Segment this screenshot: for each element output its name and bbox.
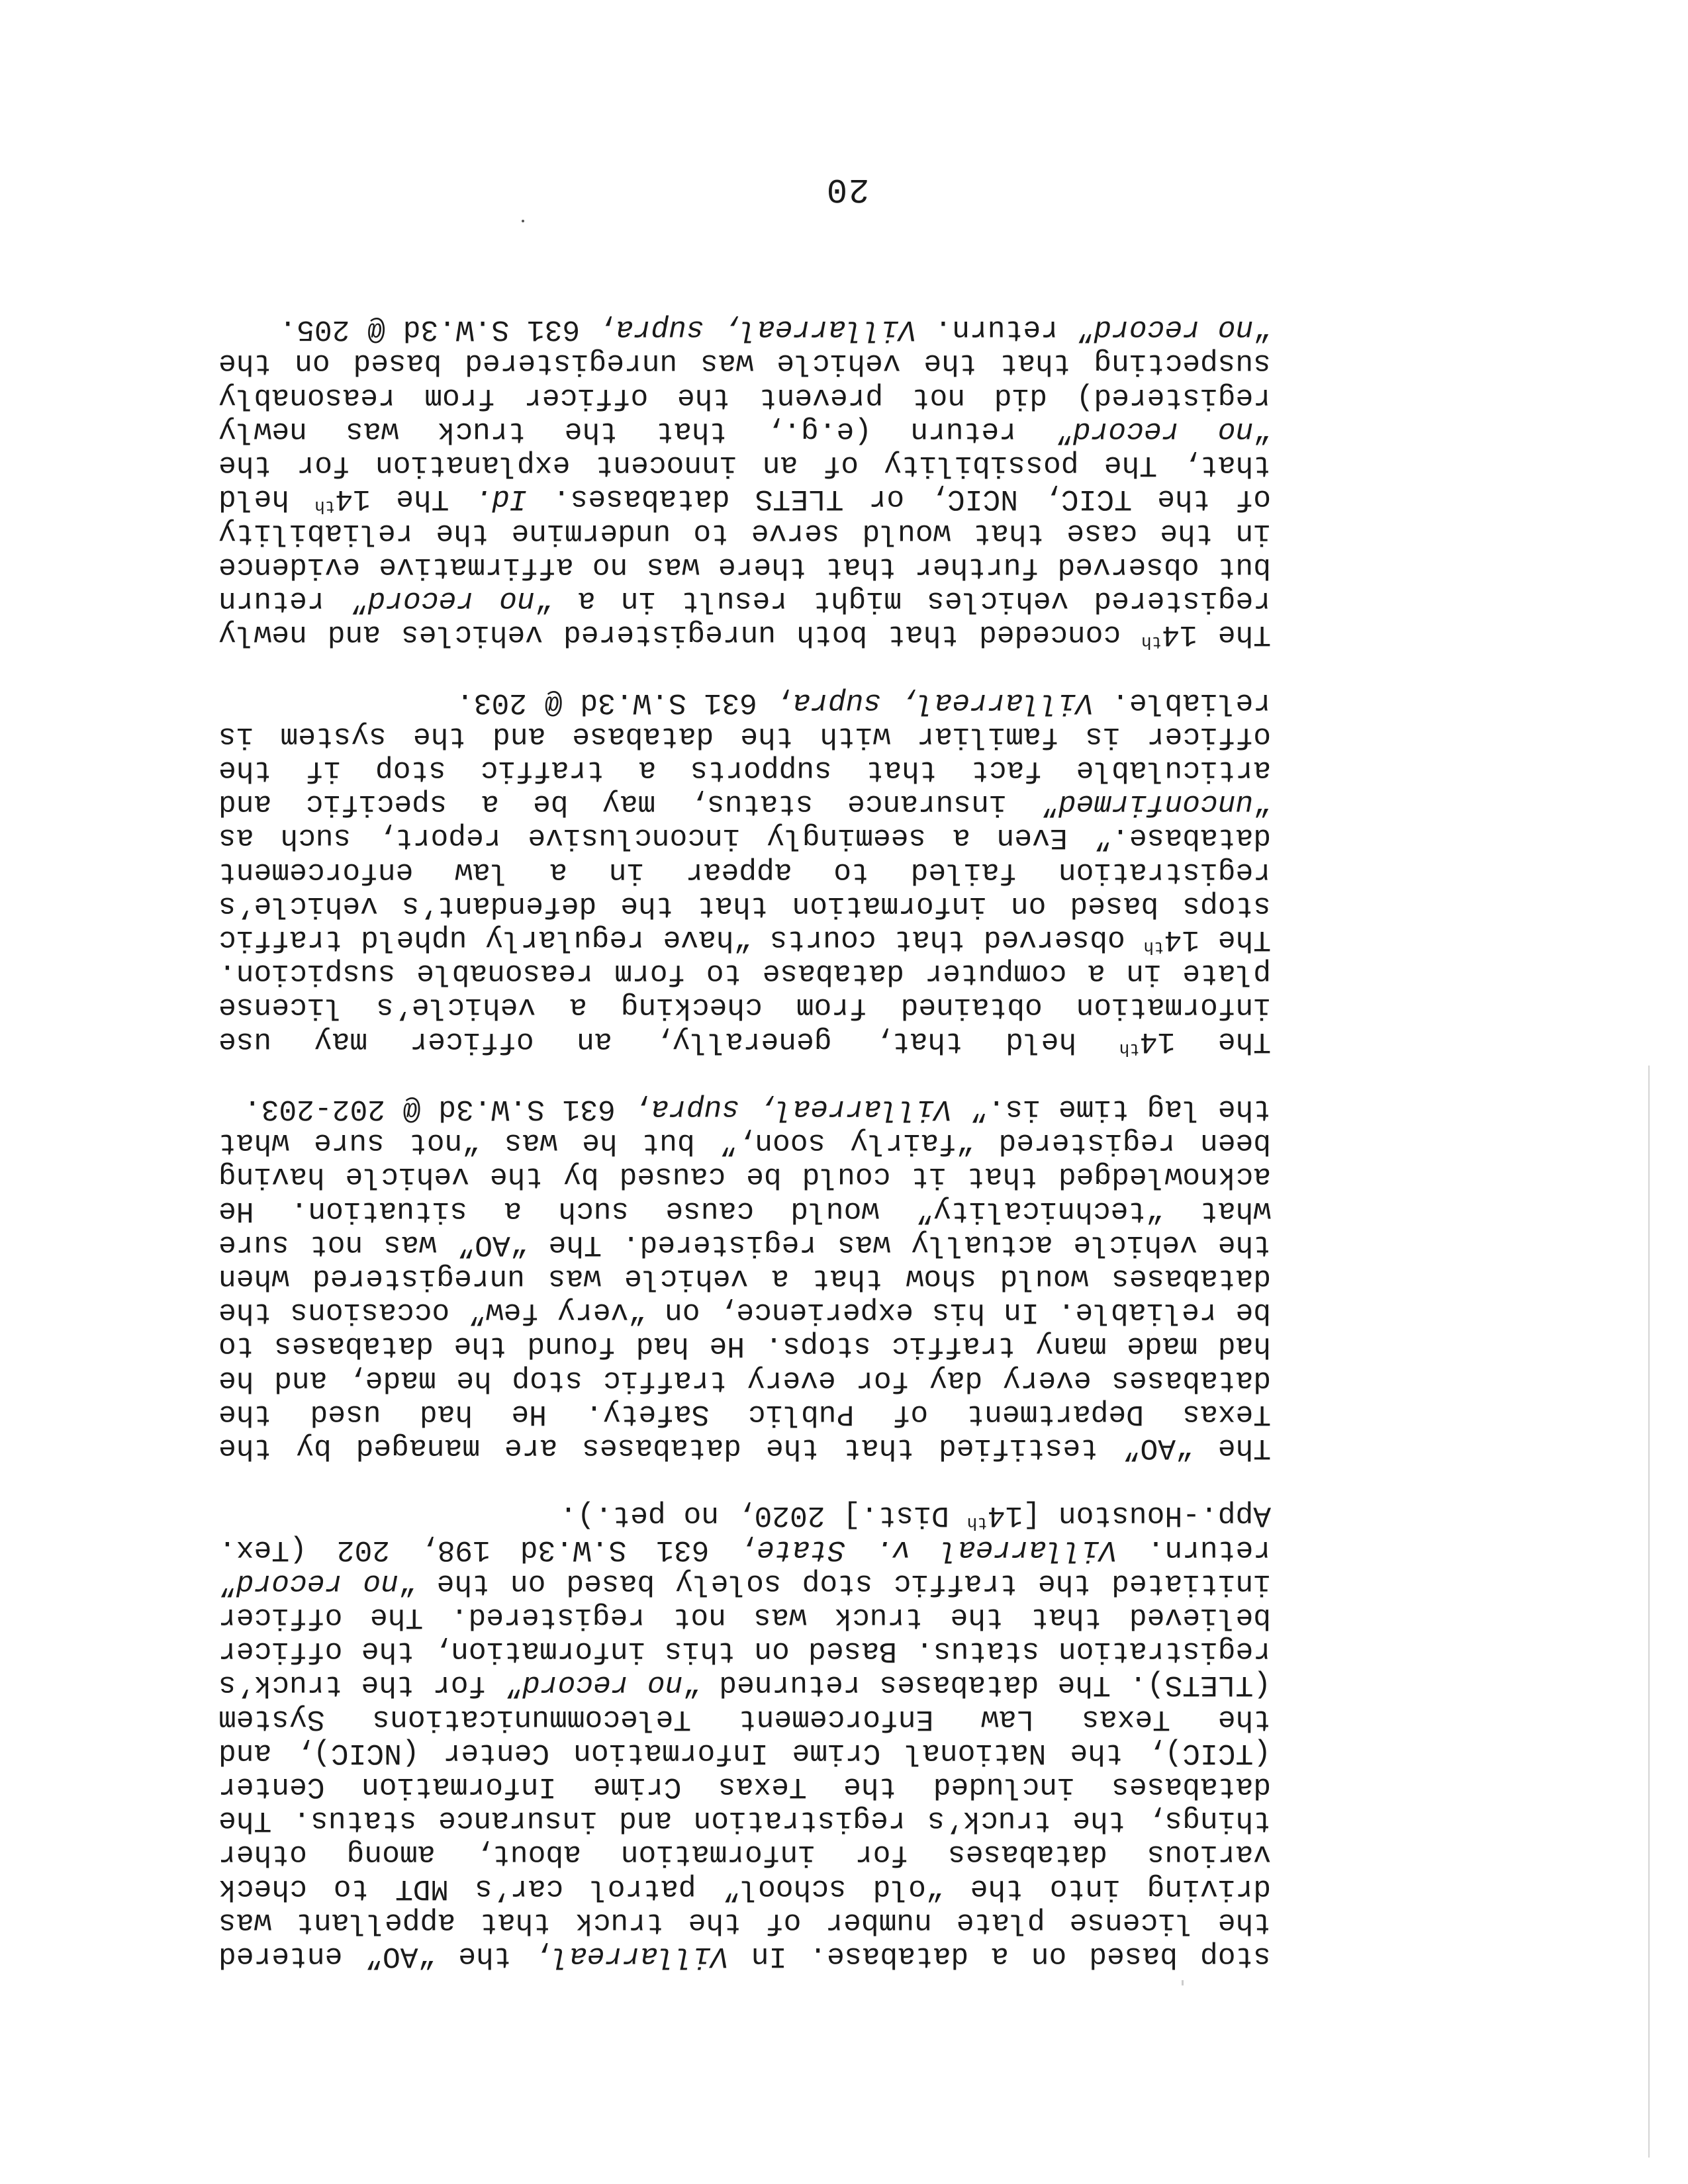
superscript-run: th bbox=[1143, 936, 1164, 957]
italic-run: Villarreal, supra bbox=[792, 685, 1094, 719]
text-run: ” return. bbox=[916, 312, 1094, 346]
superscript-run: th bbox=[1141, 631, 1162, 652]
paragraph bbox=[218, 684, 1271, 1057]
paragraph bbox=[218, 1091, 1271, 1464]
italic-run: Villarreal v. State bbox=[757, 1532, 1117, 1566]
text-run: The “AO” testified that the databases are managed by the Texas Department of Public Safety. He had used the databases every day for every traffic stop he made, and he had made many traffic stops. He had found the databases to be reliable. In his experience, on “very few” occasions the databases would show that a vehicle was unregistered when the vehicle actually was registered. The “AO” was not sure what “technicality” would cause such a situation. He acknowledged that it could be caused by the vehicle having been registered “fairly soon,” but he was “not sure what the lag time is.” bbox=[218, 1091, 1271, 1464]
text-run: , the “AO” entered the license plate number of the truck that appellant was driving into the “old school” patrol car’s MDT to check various databases for information about, among other things, the truck’s registration and insurance status. The databases included the Texas Crime Information Center (TCIC), the National Crime Information Center (NCIC), and the Texas Law Enforcement Telecommunications System (TLETS). The databases returned “ bbox=[218, 1668, 1271, 1972]
italic-run: unconfirmed bbox=[1058, 787, 1254, 821]
text-run: ” insurance status, may be a specific and articulable fact that supports a traffic stop if the officer is familiar with the database and the system is reliable. bbox=[218, 685, 1271, 821]
superscript-run: th bbox=[966, 1513, 988, 1533]
text-run: The 14 bbox=[1139, 1024, 1271, 1058]
page-number: 20 bbox=[825, 169, 870, 208]
text-run: Dist.] 2020, no pet.). bbox=[559, 1498, 967, 1532]
italic-run: no record bbox=[1094, 312, 1254, 346]
text-run: , 631 S.W.3d @ 203. bbox=[456, 685, 793, 719]
superscript-run: th bbox=[314, 496, 336, 517]
paragraph bbox=[218, 312, 1271, 651]
italic-run: no record bbox=[1072, 414, 1254, 447]
text-run: held that, generally, an officer may use information obtained from checking a vehicle’s license plate in a computer database to form reasonable suspicion. The 14 bbox=[218, 922, 1271, 1058]
text-run: ” return but observed further that there was no affirmative evidence in the case that would serve to undermine the reliability of the TCIC, NCIC, or TLETS databases. bbox=[218, 482, 1271, 617]
italic-run: Villarreal, supra bbox=[651, 1091, 953, 1125]
text-run: conceded that both unregistered vehicles and newly registered vehicles might result in a “ bbox=[218, 583, 1271, 651]
body-text bbox=[218, 312, 1271, 1972]
paragraph bbox=[218, 1498, 1271, 1972]
text-run: , 631 S.W.3d @ 205. bbox=[279, 312, 616, 346]
italic-run: Villarreal, supra bbox=[615, 312, 917, 346]
superscript-run: th bbox=[1119, 1038, 1140, 1059]
text-run: held that, The possibility of an innocent explanation for the “ bbox=[218, 414, 1271, 516]
italic-run: Id. bbox=[474, 482, 528, 516]
scan-speck bbox=[1182, 1980, 1184, 1985]
text-run: stop based on a database. In bbox=[728, 1939, 1271, 1972]
text-run: , 631 S.W.3d 198, 202 (Tex. App.-Houston [14 bbox=[218, 1498, 1271, 1566]
italic-run: no record bbox=[367, 583, 535, 617]
scan-speck bbox=[522, 220, 524, 222]
scan-edge-line bbox=[1648, 1066, 1650, 2158]
text-run: ” return (e.g., that the truck was newly registered) did not prevent the officer from reasonably suspecting that the vehicle was unregistered based on the “ bbox=[218, 312, 1271, 447]
italic-run: no record bbox=[522, 1668, 683, 1702]
text-run: , 631 S.W.3d @ 202-203. bbox=[243, 1091, 651, 1125]
text-run: The 14 bbox=[335, 482, 475, 516]
text-run: ” for the truck’s registration status. Based on this information, the officer believed that the truck was not registered. The officer initiated the traffic stop solely based on the “ bbox=[218, 1566, 1271, 1702]
italic-run: no record bbox=[236, 1566, 399, 1600]
text-run: observed that courts “have regularly upheld traffic stops based on information that the defendant’s vehicle’s registration failed to appear in a law enforcement database.” Even a seemingly inconclusive report, such as “ bbox=[218, 787, 1271, 956]
text-run: ” return. bbox=[218, 1532, 1271, 1600]
text-run: The 14 bbox=[1162, 617, 1271, 651]
italic-run: Villarreal bbox=[551, 1939, 729, 1972]
